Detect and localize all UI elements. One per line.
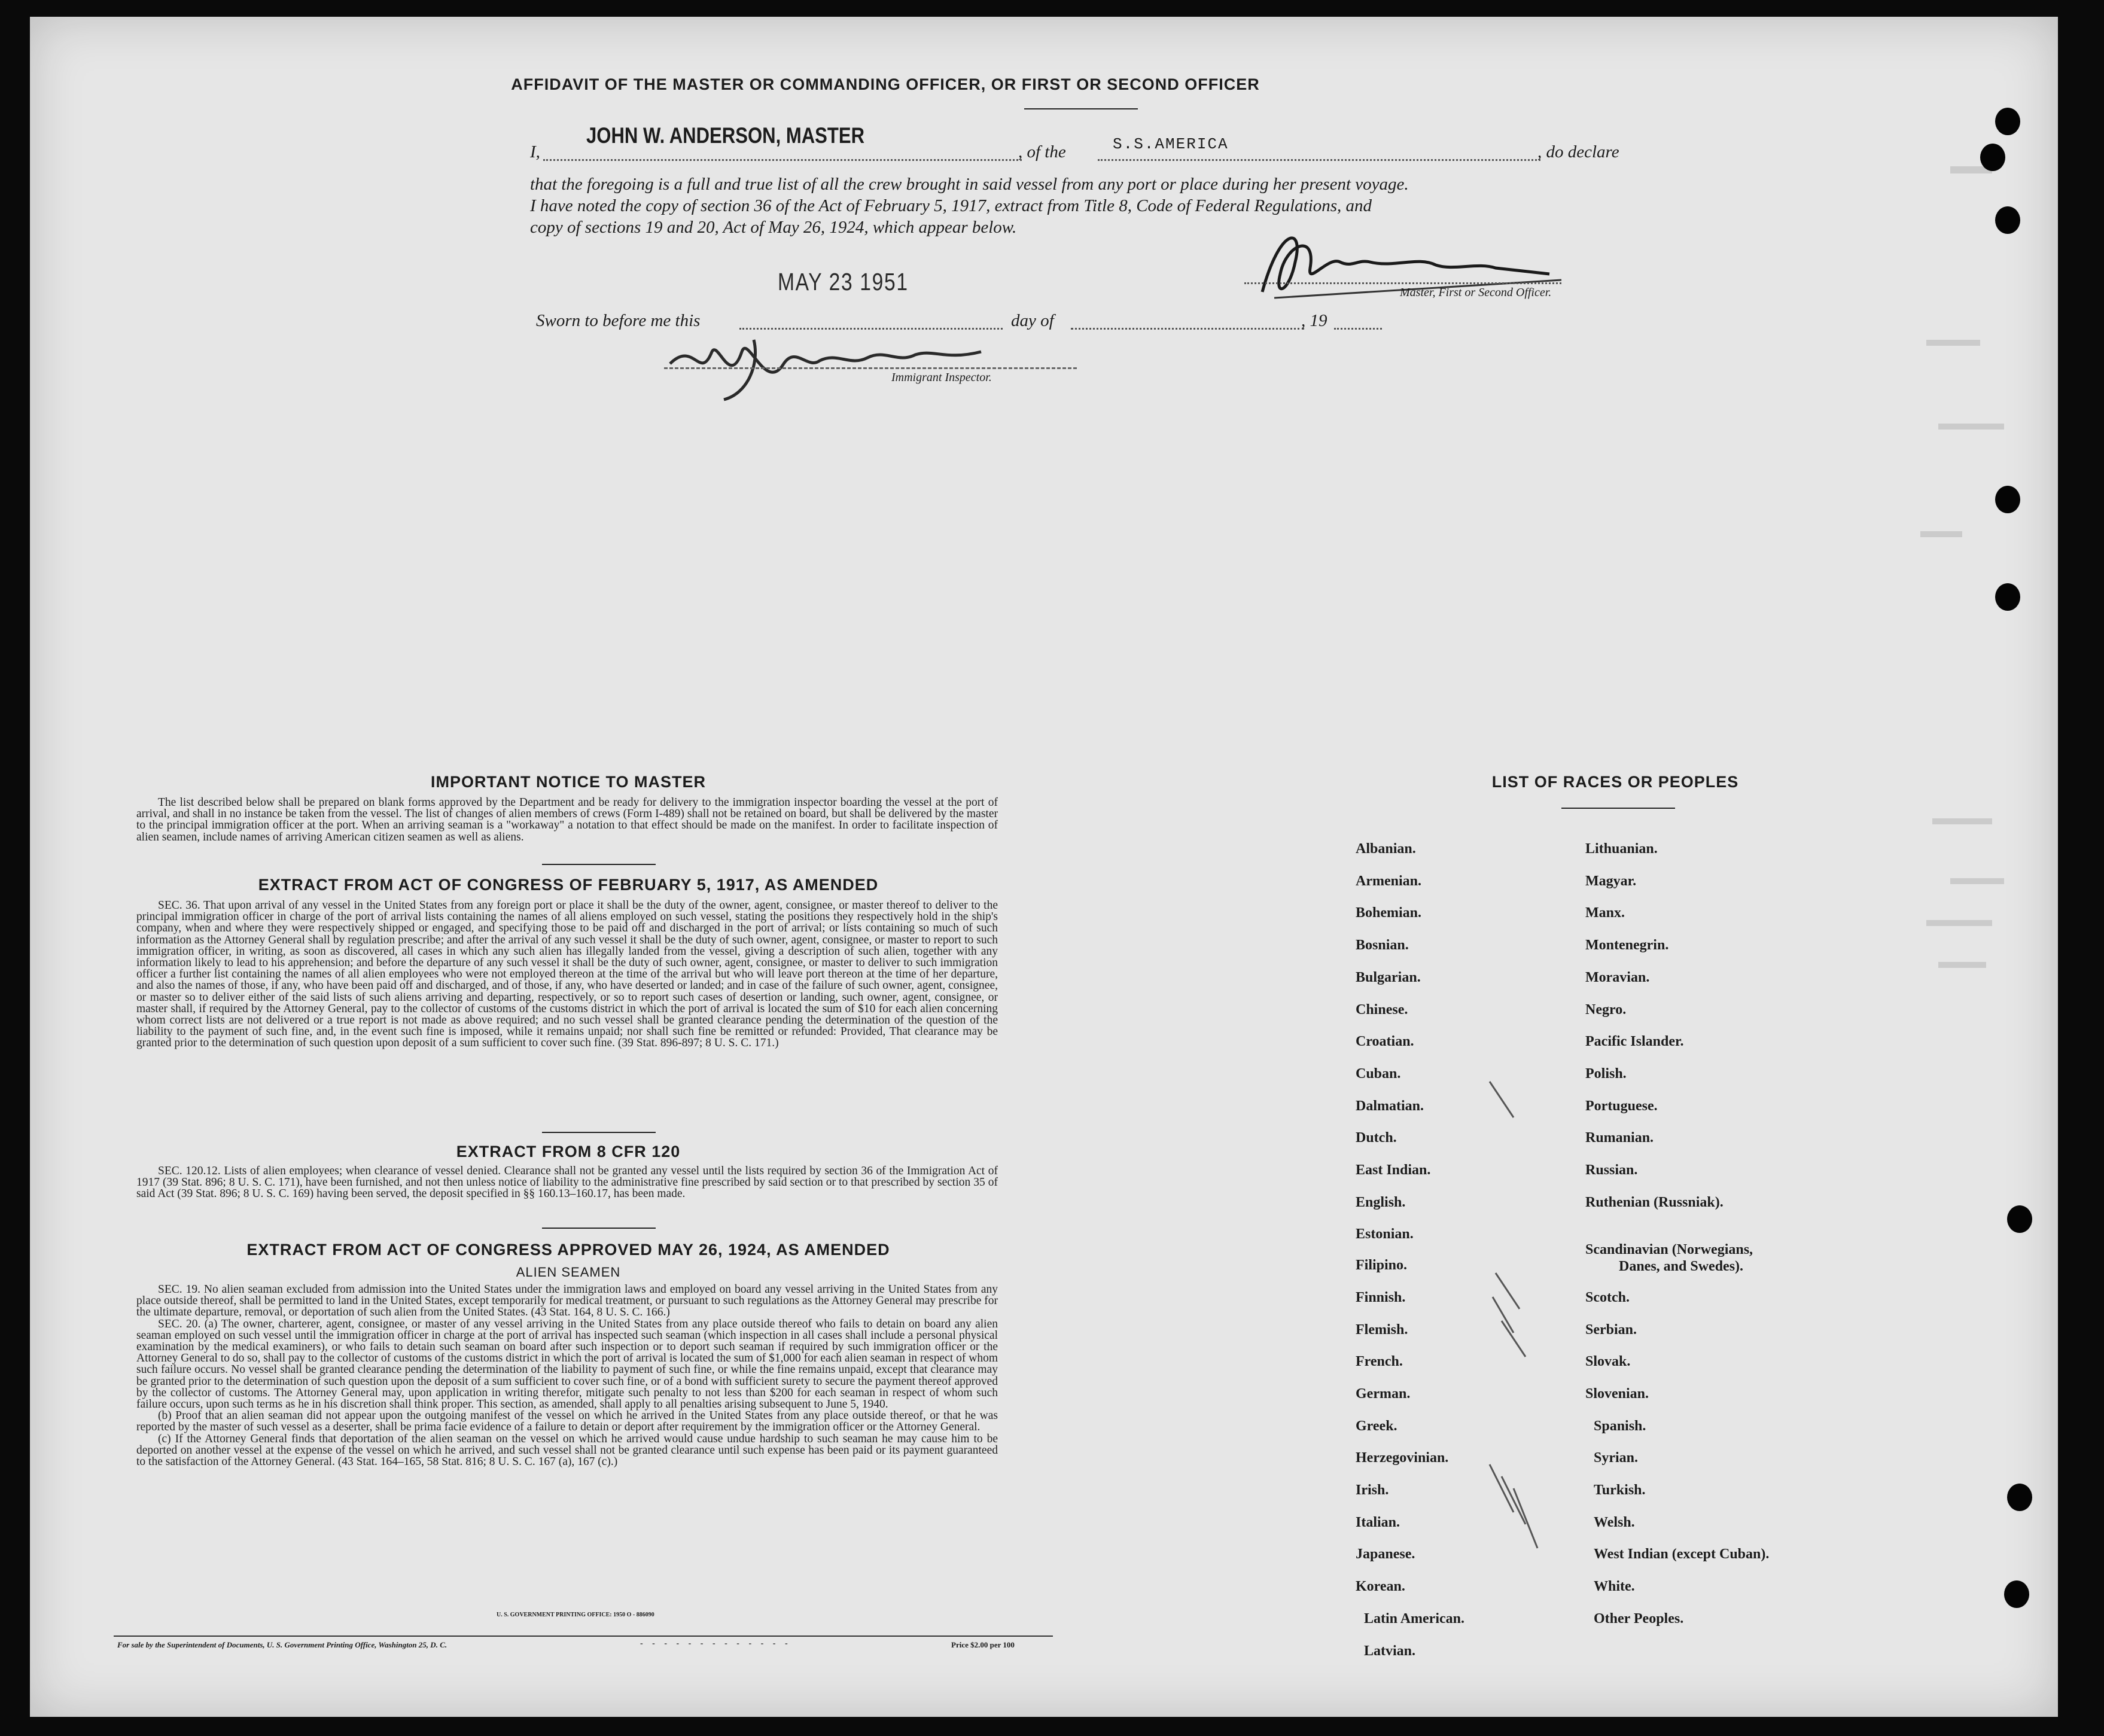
extract-1917-text: SEC. 36. That upon arrival of any vessel in the United States from any foreign port or place it shall be the duty of the owner, agent, consignee, or master thereof to deliver to the principal immigration officer in charge of the port of arrival lists containing the names of all aliens employed on such vessel, stating the positions they respectively hold in the ship's company, when and where they were respectively shipped or engaged, and specifying those to be paid off and discharged in the port of arrival; or lists containing so much of such information as the Attorney General shall by regulation prescribe; and after the arrival of any such vessel it shall be the duty of such owner, agent, consignee, or master to report to such immigration officer, in writing, as soon as discovered, all cases in which any such alien has illegally landed from the vessel, giving a description of such alien, together with any information likely to lead to his apprehension; and before the departure of any such vessel it shall be the duty of such owner, agent, consignee, or master to deliver to such immigration officer a further list containing the names of all alien employees who were not employed thereon at the time of the arrival but who will leave port thereon at the time of her departure, and also the names of those, if any, who have been paid off and discharged, and of those, if any, who have deserted or landed; and in case of the failure of such owner, agent, consignee, or master so to deliver either of the said lists of such aliens arriving and departing, respectively, or so to report such cases of desertion or landing, such owner, agent, consignee, or master shall, if required by the Attorney General, pay to the collector of customs of the customs district in which the port of arrival is located the sum of $10 for each alien concerning whom correct lists are not delivered or a true report is not made as above required; and no such vessel shall be granted clearance pending the determination of the question of the liability to the payment of such fine, and, in the event such fine is imposed, while it remains unpaid; nor shall such fine be remitted or refunded: Provided, That clearance may be granted prior to the determination of such question upon deposit of a sum sufficient to cover such fine. (39 Stat. 896-897; 8 U. S. C. 171.) [136,899,998,1050]
extract-1924-subheading: ALIEN SEAMEN [516,1265,621,1280]
race-left-item: Chinese. [1356,1001,1408,1018]
pencil-check-marks [1478,1070,1573,1575]
notice-rule [542,864,656,865]
race-left-item: Bohemian. [1356,905,1422,921]
race-left-item: Finnish. [1356,1289,1406,1305]
master-caption: Master, First or Second Officer. [1400,286,1552,299]
race-left-item: Latin American. [1364,1610,1464,1627]
vessel-line [1098,159,1540,161]
notice-heading: IMPORTANT NOTICE TO MASTER [431,773,706,791]
extract-1924-block [136,1284,998,1467]
race-left-item: East Indian. [1356,1162,1431,1178]
race-left-item: English. [1356,1194,1406,1210]
extract-1924-heading: EXTRACT FROM ACT OF CONGRESS APPROVED MAY 26, 1924, AS AMENDED [246,1241,890,1259]
inspector-signature-line [664,367,1077,369]
date-stamp: MAY 23 1951 [778,268,909,296]
races-heading: LIST OF RACES OR PEOPLES [1491,773,1739,791]
race-left-item: Cuban. [1356,1065,1401,1082]
master-name-line [543,159,1022,161]
race-right-item: Scandinavian (Norwegians, [1585,1242,1753,1258]
sec20a-text: SEC. 20. (a) The owner, charterer, agent, consignee, or master of any vessel arriving in the United States from any place outside thereof who fails to detain on board any alien seaman employed on such vessel until the immigration officer in charge at the port of arrival has inspected such seaman (which inspection in all cases shall include a personal physical examination by the medical examiners), or who fails to detain such seaman on board after such inspection or to deport such seaman if required by such immigration officer or the Attorney General to do so, shall pay to the collector of customs of the customs district in which the port of arrival is located the sum of $1,000 for each alien seaman in respect of whom such failure occurs. No vessel shall be granted clearance pending the determination of the liability to payment of such fine, or while the fine remains unpaid, except that clearance may be granted prior to the determination of such question upon the deposit of a sum sufficient to cover such fine, or of a bond with sufficient surety to secure the payment thereof approved by the collector of customs. The Attorney General may, upon application in writing therefor, mitigate such penalty to not less than $200 for each seaman in respect of whom such failure occurs, upon such terms as he in his discretion shall think proper. This section, as amended, shall apply to all penalties arising subsequent to June 5, 1940. [136,1317,998,1411]
notice-text: The list described below shall be prepared on blank forms approved by the Department and be ready for delivery to the immigration inspector boarding the vessel at the port of arrival, and shall in no instance be taken from the vessel. The list of changes of alien members of crews (Form I-489) shall not be retained on board, but shall be delivered by the master to the principal immigration officer at the port. When an arriving seaman is a "workaway" a notation to that effect should be made on the manifest. In order to facilitate inspection of alien seamen, include names of arriving American citizen seamen as well as aliens. [136,796,998,843]
notice-text-block [136,797,998,843]
race-right-item: Magyar. [1585,873,1637,889]
race-right-item: West Indian (except Cuban). [1594,1546,1770,1563]
footer-sale: For sale by the Superintendent of Documents, U. S. Government Printing Office, Washington 25, D. C. [117,1640,447,1649]
race-left-item: Bosnian. [1356,937,1409,954]
punch-hole [2007,1205,2032,1233]
race-right-item: Portuguese. [1585,1098,1658,1114]
race-left-item: Latvian. [1364,1643,1416,1659]
sworn-label: Sworn to before me this [536,311,701,330]
punch-hole [1995,206,2020,234]
inspector-caption: Immigrant Inspector. [891,371,992,384]
punch-hole [2004,1580,2029,1608]
race-left-item: Estonian. [1356,1226,1414,1242]
punch-hole [1995,486,2020,513]
races-heading-rule [1561,808,1675,809]
punch-hole [2007,1484,2032,1511]
race-right-item: Spanish. [1594,1418,1646,1434]
sec20c-text: (c) If the Attorney General finds that deportation of the alien seaman on the vessel on which he arrived would cause undue hardship to such seaman he may cause him to be deported on another vessel at the expense of the vessel on which he arrived, and such vessel shall not be granted clearance until such expense has been paid or its payment guaranteed to the satisfaction of the Attorney General. (43 Stat. 164–165, 58 Stat. 816; 8 U. S. C. 167 (a), 167 (c).) [136,1432,998,1469]
of-the-label: , of the [1018,142,1066,162]
race-left-item: French. [1356,1354,1403,1370]
affidavit-line-2: I have noted the copy of section 36 of the Act of February 5, 1917, extract from Title 8, Code of Federal Regulations, and [530,196,1372,215]
race-right-item: Lithuanian. [1585,841,1658,857]
race-left-item: German. [1356,1385,1411,1402]
punch-hole [1980,144,2005,171]
race-left-item: Korean. [1356,1579,1405,1595]
footer-price: Price $2.00 per 100 [951,1640,1015,1649]
sworn-year-line [1334,328,1382,330]
sec19-text: SEC. 19. No alien seaman excluded from admission into the United States under the immigration laws and employed on board any vessel arriving in the United States from any place outside thereof, shall be permitted to land in the United States, except temporarily for medical treatment, or pursuant to such regulations as the Attorney General may prescribe for the ultimate departure, removal, or deportation of such alien from the United States. (43 Stat. 164, 8 U. S. C. 166.) [136,1283,998,1319]
affidavit-title: AFFIDAVIT OF THE MASTER OR COMMANDING OFFICER, OR FIRST OR SECOND OFFICER [511,75,1260,93]
race-right-item: Negro. [1585,1001,1627,1018]
race-left-item: Albanian. [1356,841,1416,857]
race-left-item: Greek. [1356,1418,1397,1434]
race-left-item: Japanese. [1356,1546,1415,1563]
extract-cfr-rule [542,1228,656,1229]
master-name: JOHN W. ANDERSON, MASTER [586,123,865,148]
affidavit-title-rule [1024,108,1138,109]
race-left-item: Italian. [1356,1514,1400,1530]
race-right-item: Rumanian. [1585,1130,1654,1146]
race-right-item: Syrian. [1594,1450,1639,1466]
race-left-item: Filipino. [1356,1257,1408,1274]
master-signature-line [1244,282,1561,284]
race-right-item: Polish. [1585,1065,1627,1082]
race-right-item: Slovak. [1585,1354,1631,1370]
affidavit-line-3: copy of sections 19 and 20, Act of May 26, 1924, which appear below. [530,218,1017,237]
race-right-item: White. [1594,1579,1635,1595]
race-right-item: Manx. [1585,905,1625,921]
race-right-item: Danes, and Swedes). [1619,1259,1744,1275]
race-left-item: Armenian. [1356,873,1421,889]
race-left-item: Croatian. [1356,1034,1414,1050]
affidavit-line-1: that the foregoing is a full and true list of all the crew brought in said vessel from any port or place during her present voyage. [530,175,1409,194]
extract-1917-rule [542,1132,656,1133]
punch-hole [1995,583,2020,611]
race-left-item: Dalmatian. [1356,1098,1424,1114]
race-right-item: Pacific Islander. [1585,1034,1684,1050]
race-right-item: Moravian. [1585,969,1650,985]
extract-cfr-heading: EXTRACT FROM 8 CFR 120 [456,1143,681,1161]
inspector-signature-svg [646,328,1017,412]
extract-cfr-block [136,1165,998,1200]
race-left-item: Bulgarian. [1356,969,1421,985]
sec20b-text: (b) Proof that an alien seaman did not appear upon the outgoing manifest of the vessel on which he arrived in the United States from any place outside thereof, or that he was reported by the master of such vessel as a deserter, shall be prima facie evidence of a failure to detain or deport after requirement by the immigration officer or the Attorney General. [136,1409,998,1434]
race-right-item: Montenegrin. [1585,937,1669,954]
footer-rule [114,1636,1053,1637]
race-left-item: Flemish. [1356,1321,1408,1338]
punch-hole [1995,108,2020,135]
nineteen-label: , 19 [1301,311,1327,330]
extract-1917-block [136,900,998,1049]
race-right-item: Other Peoples. [1594,1610,1684,1627]
race-right-item: Ruthenian (Russniak). [1585,1194,1724,1210]
extract-1917-heading: EXTRACT FROM ACT OF CONGRESS OF FEBRUARY 5, 1917, AS AMENDED [258,876,879,894]
race-right-item: Turkish. [1594,1482,1646,1498]
race-left-item: Herzegovinian. [1356,1450,1449,1466]
race-right-item: Slovenian. [1585,1385,1649,1402]
extract-cfr-text: SEC. 120.12. Lists of alien employees; when clearance of vessel denied. Clearance shall not be granted any vessel until the lists required by section 36 of the Immigration Act of 1917 (39 Stat. 896; 8 U. S. C. 171), have been furnished, and not then unless notice of liability to the administrative fine prescribed by said section or to that prescribed by section 35 of said Act (39 Stat. 896; 8 U. S. C. 169) having been served, the deposit specified in §§ 160.13–160.17, has been made. [136,1165,998,1201]
race-right-item: Scotch. [1585,1289,1630,1305]
day-of-label: day of [1011,311,1054,330]
affidavit-i-label: I, [530,142,540,162]
document-page [30,17,2058,1717]
gpo-imprint: U. S. GOVERNMENT PRINTING OFFICE: 1950 O - 886090 [497,1612,654,1618]
sworn-month-line [1071,328,1304,330]
race-right-item: Welsh. [1594,1514,1635,1530]
vessel-name: S.S.AMERICA [1113,135,1229,153]
footer-dashes: - - - - - - - - - - - - - [640,1639,791,1648]
race-right-item: Serbian. [1585,1321,1637,1338]
race-left-item: Irish. [1356,1482,1389,1498]
do-declare-label: , do declare [1537,142,1619,162]
race-left-item: Dutch. [1356,1130,1397,1146]
pencil-check-marks-svg [1478,1070,1573,1572]
race-right-item: Russian. [1585,1162,1638,1178]
